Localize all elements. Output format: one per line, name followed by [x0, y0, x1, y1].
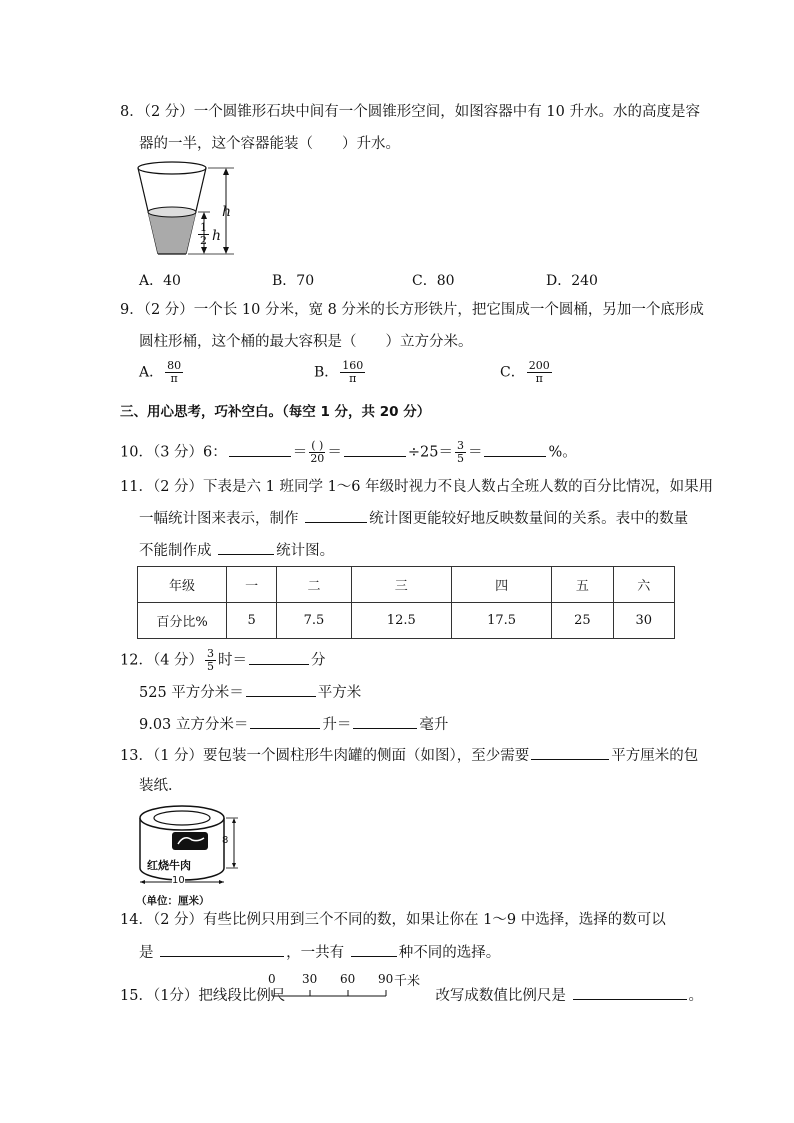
- q12-blank-3[interactable]: [250, 714, 320, 729]
- q8-option-a[interactable]: A．40: [139, 273, 181, 289]
- table-cell: 五: [552, 567, 613, 603]
- q8-option-c[interactable]: C．80: [412, 273, 455, 289]
- q12-line1: 12．（4 分） $\frac{3}{5}$ 时＝ 分: [120, 647, 326, 673]
- q11-blank-1[interactable]: [305, 508, 367, 523]
- section-3-title: 三、用心思考，巧补空白。（每空 1 分，共 20 分）: [120, 404, 431, 420]
- q9-option-c[interactable]: C． $\frac{200}{\pi}$: [500, 359, 550, 385]
- scale-unit: 千米: [394, 974, 421, 989]
- q11-line2: 一幅统计图来表示，制作 统计图更能较好地反映数量间的关系。表中的数量: [139, 508, 688, 529]
- cone-h-label: h: [222, 204, 232, 220]
- q12-blank-1[interactable]: [249, 650, 309, 665]
- q10-blank-2[interactable]: [344, 442, 406, 457]
- q10-blank-3[interactable]: [484, 442, 546, 457]
- q15-blank[interactable]: [573, 985, 687, 1000]
- table-cell: 25: [552, 603, 613, 639]
- q14-line1: 14．（2 分）有些比例只用到三个不同的数，如果让你在 1～9 中选择，选择的数可以: [120, 912, 666, 928]
- q12-blank-2[interactable]: [246, 682, 316, 697]
- q8-option-b[interactable]: B．70: [272, 273, 315, 289]
- q15-line: 15．（1分）把线段比例尺 改写成数值比例尺是 。: [120, 985, 703, 1006]
- cylinder-can-figure: [132, 800, 242, 892]
- can-diameter-label: 10: [172, 875, 185, 886]
- q14-blank-2[interactable]: [351, 942, 397, 957]
- q13-line1: 13．（1 分）要包装一个圆柱形牛肉罐的侧面（如图），至少需要 平方厘米的包: [120, 745, 698, 766]
- can-height-label: 8: [222, 835, 229, 846]
- q12-line3: 9.03 立方分米＝ 升＝ 毫升: [139, 714, 448, 735]
- q8-line1: 8．（2 分）一个圆锥形石块中间有一个圆锥形空间，如图容器中有 10 升水。水的高度是容: [120, 104, 700, 120]
- q9-option-b[interactable]: B． $\frac{160}{\pi}$: [314, 359, 364, 385]
- scale-tick-0: 0: [268, 972, 276, 986]
- q13-blank[interactable]: [531, 745, 609, 760]
- q12-fraction: $\frac{3}{5}$: [207, 647, 215, 673]
- q9-line2: 圆柱形桶，这个桶的最大容积是（ ）立方分米。: [139, 334, 473, 350]
- cone-half-h-label: h: [212, 228, 222, 244]
- table-cell: 百分比%: [138, 603, 227, 639]
- table-cell: 30: [613, 603, 674, 639]
- table-cell: 17.5: [451, 603, 551, 639]
- q10-line: 10．（3 分）6： ＝ $\frac{( )}{20}$ ＝ ÷25＝ $\frac{3}{5}$ ＝ %。: [120, 439, 577, 465]
- q13-line2: 装纸．: [139, 778, 183, 794]
- table-cell: 5: [227, 603, 277, 639]
- table-cell: 三: [351, 567, 451, 603]
- q11-line1: 11．（2 分）下表是六 1 班同学 1～6 年级时视力不良人数占全班人数的百分比情况，如果用: [120, 479, 714, 495]
- can-unit-label: （单位：厘米）: [136, 895, 210, 907]
- table-cell: 12.5: [351, 603, 451, 639]
- q10-fraction-1: $\frac{( )}{20}$: [310, 439, 325, 465]
- table-row: [138, 567, 675, 603]
- line-scale-bar: [270, 984, 400, 1000]
- q8-line2: 器的一半，这个容器能装（ ）升水。: [139, 136, 400, 152]
- table-row: [138, 603, 675, 639]
- cone-half-fraction: $\frac{1}{2}$: [200, 221, 207, 247]
- can-label: 红烧牛肉: [147, 859, 191, 872]
- table-cell: 二: [277, 567, 351, 603]
- table-cell: 7.5: [277, 603, 351, 639]
- q10-fraction-2: $\frac{3}{5}$: [456, 439, 464, 465]
- scale-tick-90: 90: [378, 972, 394, 986]
- q8-option-d[interactable]: D．240: [546, 273, 598, 289]
- q12-line2: 525 平方分米＝ 平方米: [139, 682, 361, 703]
- table-cell: 六: [613, 567, 674, 603]
- q11-line3: 不能制作成 统计图。: [139, 540, 334, 561]
- table-cell: 一: [227, 567, 277, 603]
- q10-blank-1[interactable]: [229, 442, 291, 457]
- q9-line1: 9．（2 分）一个长 10 分米，宽 8 分米的长方形铁片，把它围成一个圆桶，另加一个底形成: [120, 302, 704, 318]
- q12-blank-4[interactable]: [353, 714, 417, 729]
- vision-table: [137, 566, 675, 639]
- q11-blank-2[interactable]: [218, 540, 274, 555]
- q9-option-a[interactable]: A． $\frac{80}{\pi}$: [139, 359, 182, 385]
- table-cell: 年级: [138, 567, 227, 603]
- scale-tick-30: 30: [302, 972, 318, 986]
- q14-blank-1[interactable]: [160, 942, 284, 957]
- q14-line2: 是 ，一共有 种不同的选择。: [139, 942, 500, 963]
- scale-tick-60: 60: [340, 972, 356, 986]
- table-cell: 四: [451, 567, 551, 603]
